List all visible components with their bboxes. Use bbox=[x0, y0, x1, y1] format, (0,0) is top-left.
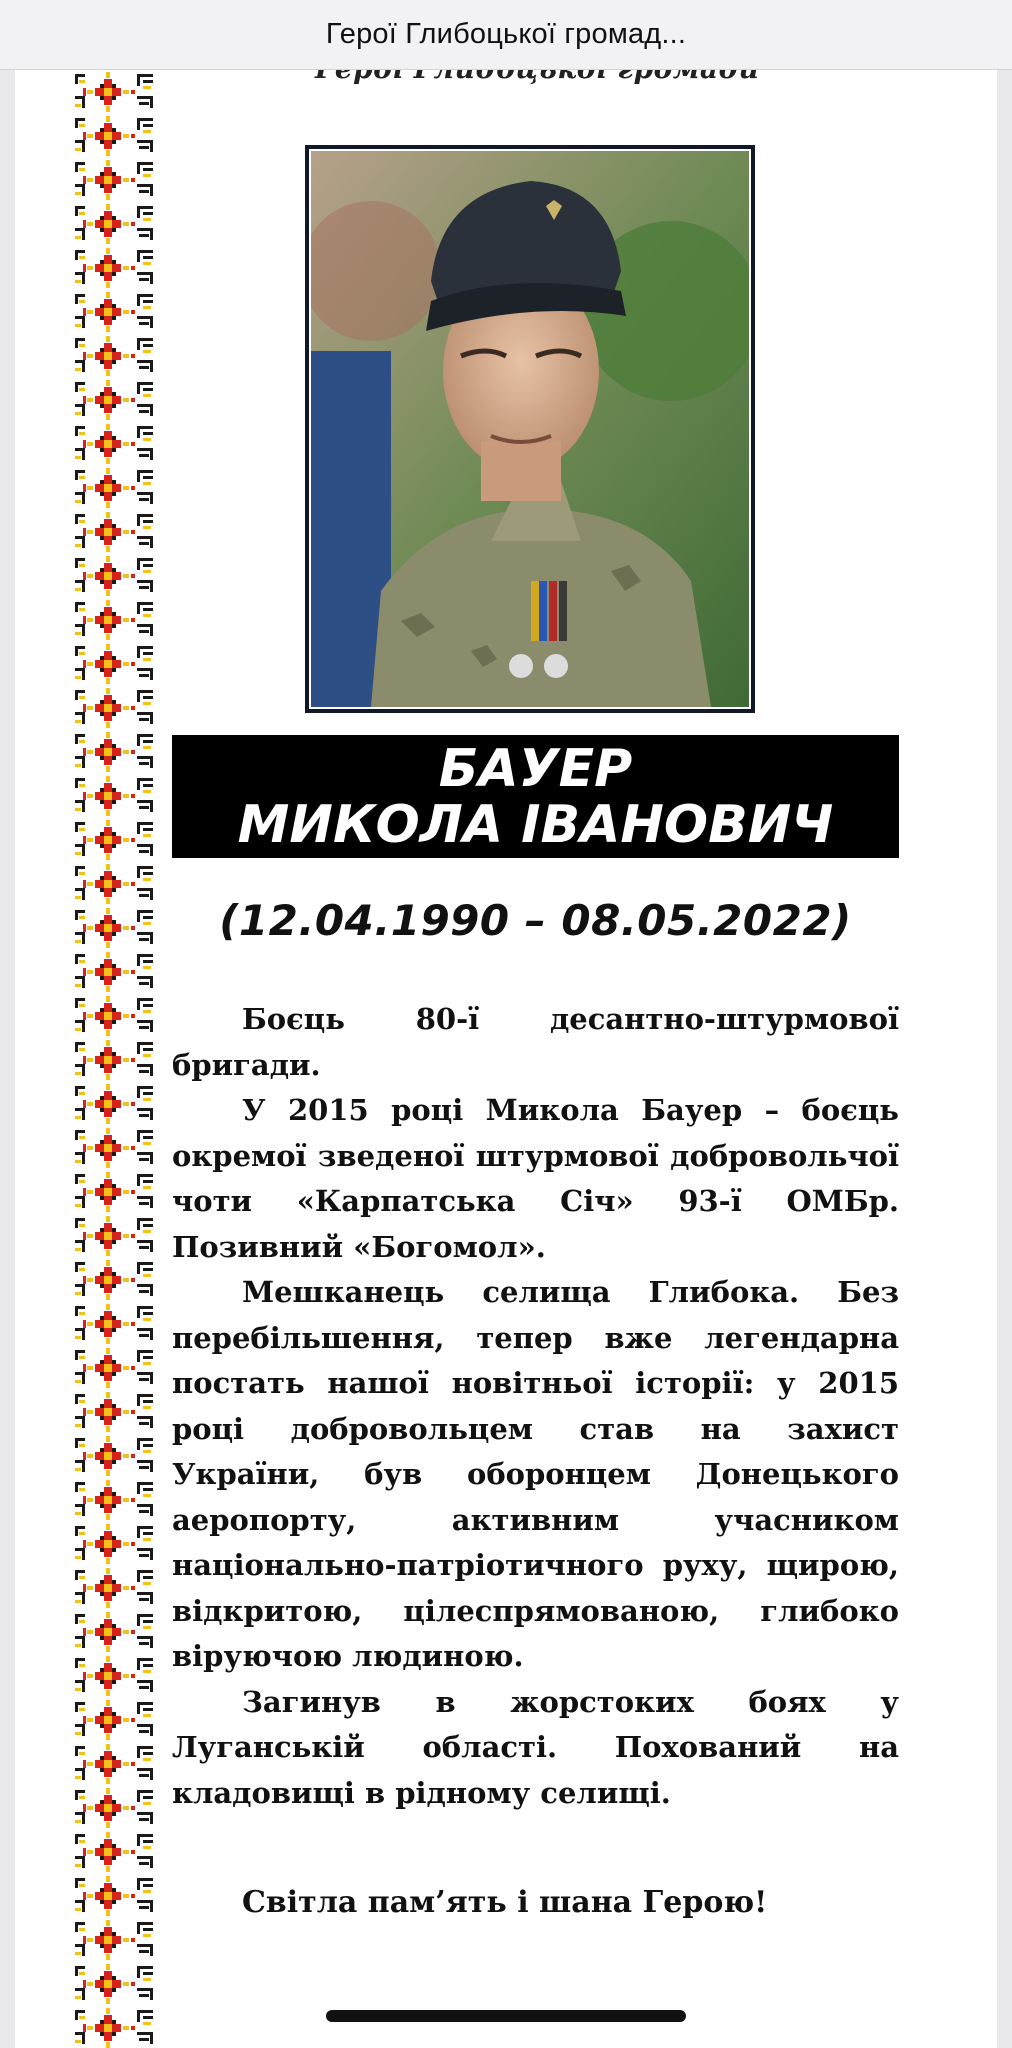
home-indicator[interactable] bbox=[326, 2010, 686, 2022]
portrait-photo bbox=[309, 149, 751, 709]
life-dates: (12.04.1990 – 08.05.2022) bbox=[219, 896, 852, 945]
surname: БАУЕР bbox=[438, 739, 633, 799]
portrait-photo-frame bbox=[305, 145, 755, 713]
app-title: Герої Глибоцької громад... bbox=[325, 18, 687, 50]
embroidery-ornament-border bbox=[73, 70, 159, 2048]
closing-line: Світла пам’ять і шана Герою! bbox=[242, 1885, 768, 1920]
document-page[interactable] bbox=[15, 40, 997, 2048]
given-names: МИКОЛА ІВАНОВИЧ bbox=[237, 795, 834, 855]
portrait-photo-icon bbox=[311, 151, 749, 707]
biography-paragraph: Мешканець селища Глибока. Без перебільшення, тепер вже легендарна постать нашої новітньої історії: у 2015 році добровольцем став на захист України, був оборонцем Донецького аеропорту, активним учасником національно-патріотичного руху, щирою, відкритою, цілеспрямованою, глибоко віруючою людиною. bbox=[172, 1275, 899, 1673]
biography-paragraph: Загинув в жорстоких боях у Луганській області. Похований на кладовищі в рідному селищі. bbox=[172, 1684, 899, 1810]
biography bbox=[172, 997, 899, 1816]
app-header bbox=[0, 0, 1012, 70]
biography-paragraph: Боєць 80-ї десантно-штурмової бригади. bbox=[172, 1002, 899, 1082]
biography-paragraph: У 2015 році Микола Бауер – боєць окремої зведеної штурмової добровольчої чоти «Карпатська Січ» 93-ї ОМБр. Позивний «Богомол». bbox=[172, 1093, 899, 1264]
name-banner bbox=[172, 735, 899, 858]
